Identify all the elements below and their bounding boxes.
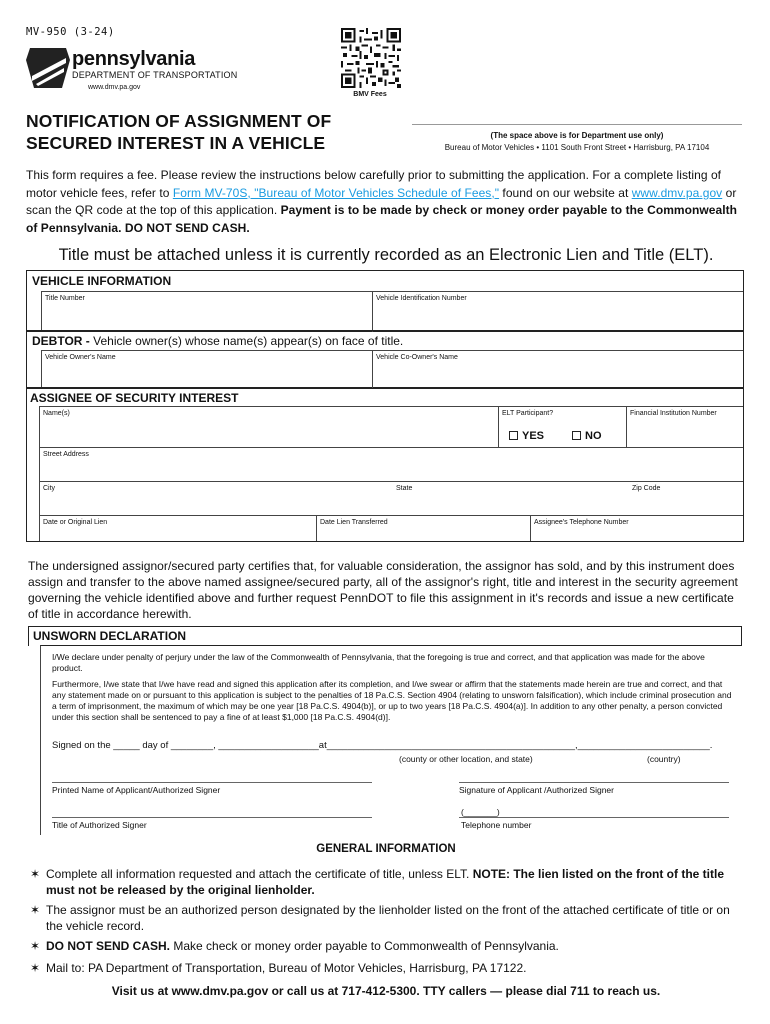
form-title-line2: SECURED INTEREST IN A VEHICLE <box>26 133 326 153</box>
general-bullet-2 <box>30 902 730 934</box>
title-attached-note: Title must be attached unless it is currently recorded as an Electronic Lien and Title (ELT). <box>58 246 714 264</box>
assignee-phone-field[interactable] <box>531 516 743 541</box>
general-bullet-1 <box>30 866 730 898</box>
intro-text-2: found on our website at <box>499 185 632 200</box>
department-address: Bureau of Motor Vehicles • 1101 South Front Street • Harrisburg, PA 17104 <box>444 143 710 152</box>
financial-institution-label: Financial Institution Number <box>630 410 717 417</box>
elt-yes-checkbox[interactable] <box>509 431 518 440</box>
intro-text-3: or scan the QR code at the top of this application. <box>26 185 737 217</box>
signer-title-label: Title of Authorized Signer <box>52 820 147 830</box>
date-lien-transferred-field[interactable] <box>317 516 530 541</box>
department-use-rule <box>412 124 742 125</box>
signed-on-line[interactable]: Signed on the _____ day of ________, ___________________at_______________________________________________,_________________________. <box>52 740 713 751</box>
bullet-3-text: Make check or money order payable to Commonwealth of Pennsylvania. <box>170 939 559 953</box>
bullet-1-text: Complete all information requested and attach the certificate of title, unless ELT. <box>46 867 473 881</box>
street-address-field[interactable] <box>40 448 743 481</box>
title-number-label: Title Number <box>45 295 85 302</box>
unsworn-paragraph-2: Furthermore, I/we state that I/we have read and signed this application after its completion, and I/we swear or affirm that the statements made herein are true and correct, and that any statement made on or pursuant to this application is subject to the penalties of 18 Pa.C.S. Section 4904 (relating to unsworn falsification), which include criminal prosecution and a term of imprisonment, the maximum of which may be one year [18 Pa.C.S. 4904(b)], or up to two years [18 Pa.C.S. 4904(a)]. In addition to any other penalty, a person convicted under this section shall be sentenced to pay a fine of at least $1,000 [18 Pa.C.S. 4904(d)]. <box>52 679 732 722</box>
signer-title-line[interactable] <box>52 817 372 818</box>
signature-line[interactable] <box>459 782 729 783</box>
debtor-header-bold: DEBTOR - <box>32 334 94 348</box>
vin-label: Vehicle Identification Number <box>376 295 467 302</box>
assignee-fields <box>39 406 743 541</box>
assignee-section <box>26 388 744 542</box>
date-original-lien-label: Date or Original Lien <box>43 519 108 526</box>
qr-code-icon[interactable] <box>341 28 401 88</box>
names-label: Name(s) <box>43 410 70 417</box>
county-caption: (county or other location, and state) <box>399 754 533 764</box>
vin-field[interactable] <box>373 292 743 332</box>
qr-label: BMV Fees <box>353 91 387 98</box>
debtor-section <box>26 330 744 388</box>
printed-name-label: Printed Name of Applicant/Authorized Signer <box>52 785 221 795</box>
date-original-lien-field[interactable] <box>40 516 316 541</box>
logo-name: pennsylvania <box>72 48 196 70</box>
street-address-label: Street Address <box>43 451 89 458</box>
bullet-1-note: NOTE: The lien listed on the front of the title must not be released by the original lienholder. <box>46 867 725 897</box>
unsworn-declaration-body <box>40 645 742 835</box>
zip-code-label: Zip Code <box>632 485 661 492</box>
vehicle-information-section <box>26 270 744 332</box>
assignee-header: ASSIGNEE OF SECURITY INTEREST <box>30 391 239 405</box>
form-title <box>26 110 331 154</box>
debtor-header-text: Vehicle owner(s) whose name(s) appear(s) on face of title. <box>93 334 404 348</box>
owner-name-label: Vehicle Owner's Name <box>45 354 116 361</box>
general-information-title: GENERAL INFORMATION <box>316 843 456 855</box>
form-number: MV-950 (3-24) <box>26 26 115 38</box>
title-number-field[interactable] <box>42 292 372 332</box>
general-bullet-4 <box>30 960 730 976</box>
names-field[interactable] <box>40 407 498 447</box>
logo-department: DEPARTMENT OF TRANSPORTATION <box>72 70 238 80</box>
debtor-fields <box>41 350 743 387</box>
vehicle-fields <box>41 291 743 331</box>
assignee-phone-label: Assignee's Telephone Number <box>534 519 629 526</box>
printed-name-line[interactable] <box>52 782 372 783</box>
telephone-line[interactable] <box>459 817 729 818</box>
bullet-star-icon: ✶ <box>30 961 41 975</box>
owner-name-field[interactable] <box>42 351 372 389</box>
state-label: State <box>396 485 413 492</box>
coowner-name-field[interactable] <box>373 351 743 389</box>
elt-participant-label: ELT Participant? <box>502 410 554 417</box>
city-state-zip-field[interactable] <box>40 482 743 515</box>
form-title-line1: NOTIFICATION OF ASSIGNMENT OF <box>26 111 332 131</box>
divider <box>498 407 499 447</box>
country-caption: (country) <box>647 754 681 764</box>
website-link[interactable]: www.dmv.pa.gov <box>631 185 723 200</box>
unsworn-header-box <box>28 626 742 646</box>
bullet-star-icon: ✶ <box>30 939 41 953</box>
bullet-star-icon: ✶ <box>30 903 41 917</box>
unsworn-header: UNSWORN DECLARATION <box>33 629 187 643</box>
intro-text-1: This form requires a fee. Please review the instructions below carefully prior to submitting the application. For a complete listing of motor vehicle fees, refer to <box>26 168 722 200</box>
telephone-label: Telephone number <box>461 820 532 830</box>
bullet-2-text: The assignor must be an authorized person designated by the lienholder listed on the front of the attached certificate of title or on the vehicle record. <box>46 903 730 933</box>
financial-institution-field[interactable] <box>627 407 743 447</box>
bullet-4-text: Mail to: PA Department of Transportation, Bureau of Motor Vehicles, Harrisburg, PA 17122. <box>46 961 527 975</box>
payment-note: Payment is to be made by check or money order payable to the Commonwealth of Pennsylvania. DO NOT SEND CASH. <box>26 203 738 235</box>
phone-area-code[interactable]: (_______) <box>461 807 500 817</box>
bullet-star-icon: ✶ <box>30 867 41 881</box>
elt-yes-label: YES <box>522 430 545 442</box>
department-use-note: (The space above is for Department use only) <box>490 131 664 140</box>
fee-schedule-link[interactable]: Form MV-70S, "Bureau of Motor Vehicles Schedule of Fees," <box>172 185 500 200</box>
vehicle-information-header: VEHICLE INFORMATION <box>32 274 172 288</box>
coowner-name-label: Vehicle Co-Owner's Name <box>376 354 458 361</box>
intro-paragraph <box>26 167 746 237</box>
general-bullet-3 <box>30 938 730 954</box>
elt-no-option[interactable] <box>572 430 602 442</box>
city-label: City <box>43 485 56 492</box>
keystone-logo-icon <box>26 46 70 88</box>
unsworn-paragraph-1: I/We declare under penalty of perjury under the law of the Commonwealth of Pennsylvania, that the foregoing is true and correct, and that application was made for the above product. <box>52 652 705 673</box>
certification-text: The undersigned assignor/secured party certifies that, for valuable consideration, the assignor has sold, and by this instrument does assign and transfer to the above named assignee/secured party, all of the assignor's right, title and interest in the security agreement governing the vehicle identified above and further request PennDOT to file this assignment in it's records and issue a new certificate of title in accordance herewith. <box>28 559 738 621</box>
debtor-header <box>32 334 403 348</box>
footer-contact: Visit us at www.dmv.pa.gov or call us at 717-412-5300. TTY callers — please dial 711 to reach us. <box>111 984 661 998</box>
logo-website: www.dmv.pa.gov <box>88 84 141 91</box>
date-lien-transferred-label: Date Lien Transferred <box>320 519 388 526</box>
elt-no-label: NO <box>585 430 602 442</box>
elt-yes-option[interactable] <box>509 430 544 442</box>
signature-label: Signature of Applicant /Authorized Signer <box>459 785 614 795</box>
elt-no-checkbox[interactable] <box>572 431 581 440</box>
bullet-3-bold: DO NOT SEND CASH. <box>46 939 171 953</box>
